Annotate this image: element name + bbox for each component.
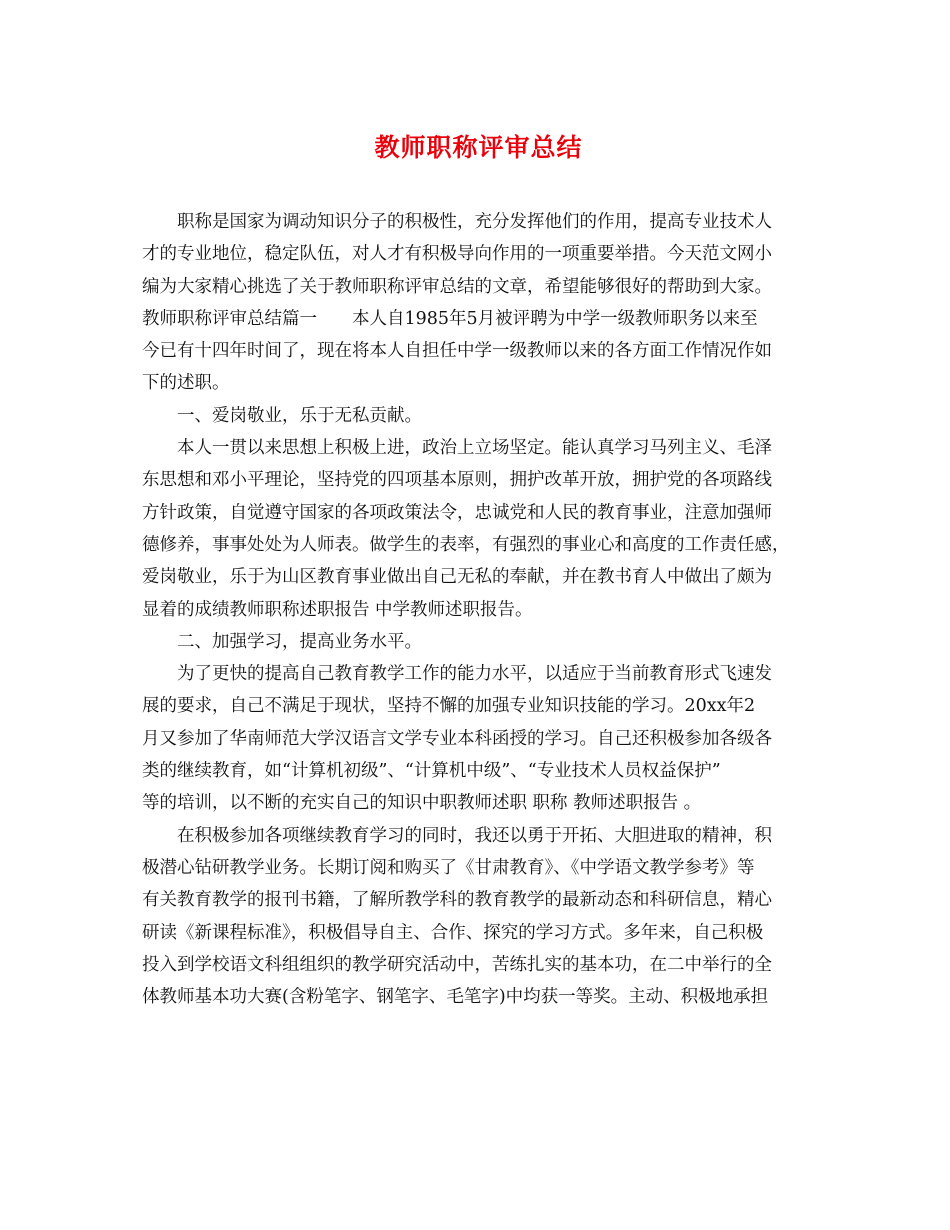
text-line: 德修养，事事处处为人师表。做学生的表率，有强烈的事业心和高度的工作责任感， (142, 534, 790, 555)
text-line: 显着的成绩教师职称述职报告 中学教师述职报告。 (142, 599, 533, 620)
text-line: 为了更快的提高自己教育教学工作的能力水平，以适应于当前教育形式飞速发 (177, 664, 772, 685)
text-line: 等的培训，以不断的充实自己的知识中职教师述职 职称 教师述职报告 。 (142, 793, 702, 814)
text-line: 教师职称评审总结篇一 本人自1985年5月被评聘为中学一级教师职务以来至 (142, 308, 758, 329)
text-line: 编为大家精心挑选了关于教师职称评审总结的文章，希望能够很好的帮助到大家。 (142, 276, 772, 297)
text-line: 一、爱岗敬业，乐于无私贡献。 (177, 405, 422, 426)
text-line: 东思想和邓小平理论，坚持党的四项基本原则，拥护改革开放，拥护党的各项路线 (142, 470, 772, 491)
page-title: 教师职称评审总结 (374, 133, 583, 162)
text-line: 职称是国家为调动知识分子的积极性，充分发挥他们的作用，提高专业技术人 (177, 212, 772, 232)
text-line: 有关教育教学的报刊书籍，了解所教学科的教育教学的最新动态和科研信息，精心 (142, 890, 772, 911)
text-line: 极潜心钻研教学业务。长期订阅和购买了《甘肃教育》、《中学语文教学参考》等 (142, 857, 755, 878)
text-line: 二、加强学习，提高业务水平。 (177, 631, 422, 652)
text-line: 本人一贯以来思想上积极上进，政治上立场坚定。能认真学习马列主义、毛泽 (177, 438, 772, 459)
text-line: 月又参加了华南师范大学汉语言文学专业本科函授的学习。自己还积极参加各级各 (142, 728, 772, 749)
text-line: 下的述职。 (142, 373, 230, 394)
document-body (142, 206, 815, 1013)
text-line: 体教师基本功大赛(含粉笔字、钢笔字、毛笔字)中均获一等奖。主动、积极地承担 (142, 987, 769, 1008)
text-line: 方针政策，自觉遵守国家的各项政策法令，忠诚党和人民的教育事业，注意加强师 (142, 502, 772, 523)
text-line: 爱岗敬业，乐于为山区教育事业做出自己无私的奉献，并在教书育人中做出了颇为 (142, 567, 772, 588)
text-line: 研读《新课程标准》，积极倡导自主、合作、探究的学习方式。多年来，自己积极 (142, 922, 764, 943)
text-line: 投入到学校语文科组组织的教学研究活动中，苦练扎实的基本功，在二中举行的全 (142, 954, 772, 975)
text-line: 展的要求，自己不满足于现状，坚持不懈的加强专业知识技能的学习。20xx年2 (142, 696, 756, 717)
text-line: 类的继续教育，如“计算机初级”、“计算机中级”、“专业技术人员权益保护” (142, 761, 721, 782)
text-line: 今已有十四年时间了，现在将本人自担任中学一级教师以来的各方面工作情况作如 (142, 341, 772, 362)
text-line: 在积极参加各项继续教育学习的同时，我还以勇于开拓、大胆进取的精神，积 (177, 825, 772, 846)
text-line: 才的专业地位，稳定队伍，对人才有积极导向作用的一项重要举措。今天范文网小 (142, 244, 772, 265)
